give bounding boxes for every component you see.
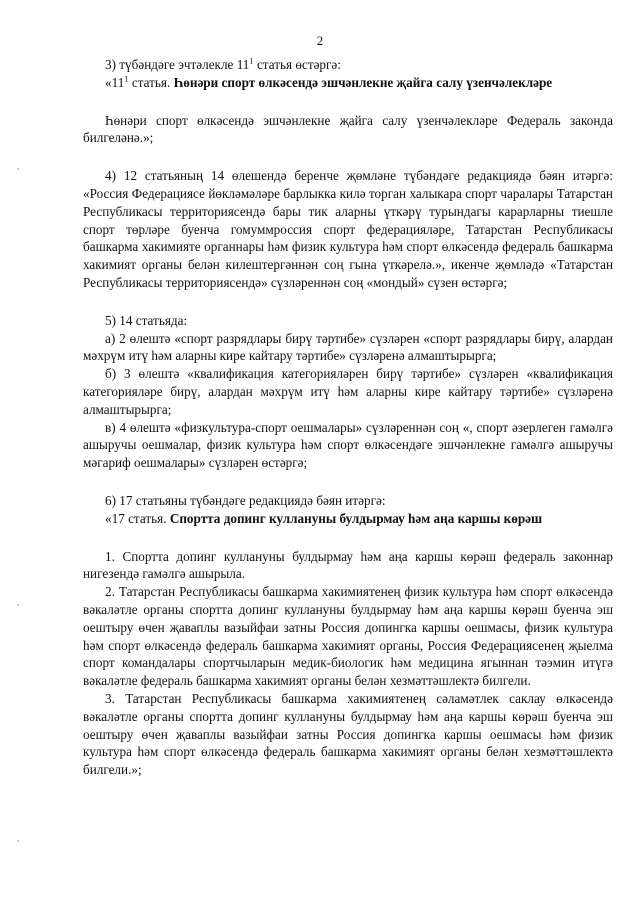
item3-body: Һөнәри спорт өлкәсендә эшчәнлекне җайга салу үзенчәлекләре Федераль законда билгеләнә.»; xyxy=(83,112,613,146)
item5-intro: 5) 14 статьяда: xyxy=(105,312,188,328)
item5-sub-b: б) 3 өлештә «квалификация категорияләрен бирү тәртибе» сүзләрен «квалификация категорияләре бирү, алардан мәхрүм итү һәм аларны кире кайтару тәртибе» сүзләренә алмаштырырга; xyxy=(83,366,613,417)
scan-margin-mark xyxy=(17,604,19,606)
scan-margin-mark xyxy=(17,840,19,842)
item6-heading xyxy=(83,510,613,528)
item3-intro-sup: 1 xyxy=(249,55,254,66)
spacer xyxy=(83,92,613,112)
item3-heading xyxy=(83,74,613,92)
item5-sub-v: в) 4 өлештә «физкультура-спорт оешмалары» сүзләреннән соң «, спорт әзерлеген гамәлгә ашыручы оешмалар, физик культура һәм спорт өлкәсендәге эшчәнлекне гамәлгә ашыручы мәгариф оешмалары» сүзләрен өстәргә; xyxy=(83,419,613,471)
item6-part-3: 3. Татарстан Республикасы башкарма хакимиятенең сәламәтлек саклау өлкәсендә вәкаләтле органы спортта допинг куллануны булдырмау һәм аңа каршы көрәш буенча эш оештыру өчен җаваплы вазыйфаи затны Россия допингка каршы оешмасы һәм физик культура һәм спорт өлкәсендә федераль башкарма хакимият органы белән хезмәттәшлектә билгели.»; xyxy=(83,690,613,778)
spacer xyxy=(83,292,613,312)
item3-intro-text: 3) түбәндәге эчтәлекле 11 xyxy=(105,57,250,72)
spacer xyxy=(83,472,613,492)
item6-part-1: 1. Спортта допинг куллануны булдырмау һәм аңа каршы көрәш федераль законнар нигезендә гамәлгә ашырыла. xyxy=(83,548,613,582)
scan-margin-mark xyxy=(17,168,19,170)
document-body xyxy=(83,56,613,779)
item3-heading-title: Һөнәри спорт өлкәсендә эшчәнлекне җайга салу үзенчәлекләре xyxy=(170,74,553,90)
item3-intro-text-end: статья өстәргә: xyxy=(253,57,341,72)
item3-heading-number: «11 xyxy=(105,74,125,90)
item3-intro xyxy=(83,56,613,74)
spacer xyxy=(83,528,613,548)
item6-intro: 6) 17 статьяны түбәндәге редакциядә бәян итәргә: xyxy=(105,492,386,508)
page-number: 2 xyxy=(316,33,324,48)
item5-sub-a: а) 2 өлештә «спорт разрядлары бирү тәртибе» сүзләрен «спорт разрядлары бирү, алардан мәхрүм итү һәм аларны кире кайтару тәртибе» сүзләренә алмаштырырга; xyxy=(83,330,613,364)
item6-part-2: 2. Татарстан Республикасы башкарма хакимиятенең физик культура һәм спорт өлкәсендә вәкаләтле органы спортта допинг куллануны булдырмау һәм аңа каршы көрәш буенча эш оештыру өчен җаваплы вазыйфаи затны Россия допингка каршы оешмасы, физик культура һәм спорт өлкәсендә федераль башкарма хакимият органы, Россия Федерациясенең җыелма спорт командалары спортчыларын медик-биологик һәм медицина ягыннан тәэмин итүгә вәкаләтле федераль башкарма хакимият органы белән хезмәттәшлектә билгели. xyxy=(83,584,613,689)
item3-heading-label: статья. xyxy=(128,74,171,90)
item3-heading-sup: 1 xyxy=(124,73,129,84)
item4-paragraph: 4) 12 статьяның 14 өлешендә беренче җөмләне түбәндәге редакциядә бәян итәргә: «Россия Федерациясе йөкләмәләре барлыкка килә торган халыкара спорт чаралары Татарстан Республикасы территориясендә бары тик аларны үткәрү турындагы карарларны тиешле спорт төрләре буенча гомуммроссия спорт федерацияләре, Татарстан Республикасы башкарма хакимияте органнары һәм физик культура һәм спорт өлкәсендә федераль башкарма хакимият органы белән килештергәннән соң гына үткәрелә.», икенче җөмләдә «Татарстан Республикасы территориясендә» сүзләреннән соң «мондый» сүзен өстәргә; xyxy=(83,168,613,290)
item6-heading-label: «17 статья. xyxy=(105,510,167,526)
item6-heading-title: Спортта допинг куллануны булдырмау һәм аңа каршы көрәш xyxy=(166,510,543,526)
spacer xyxy=(83,147,613,167)
